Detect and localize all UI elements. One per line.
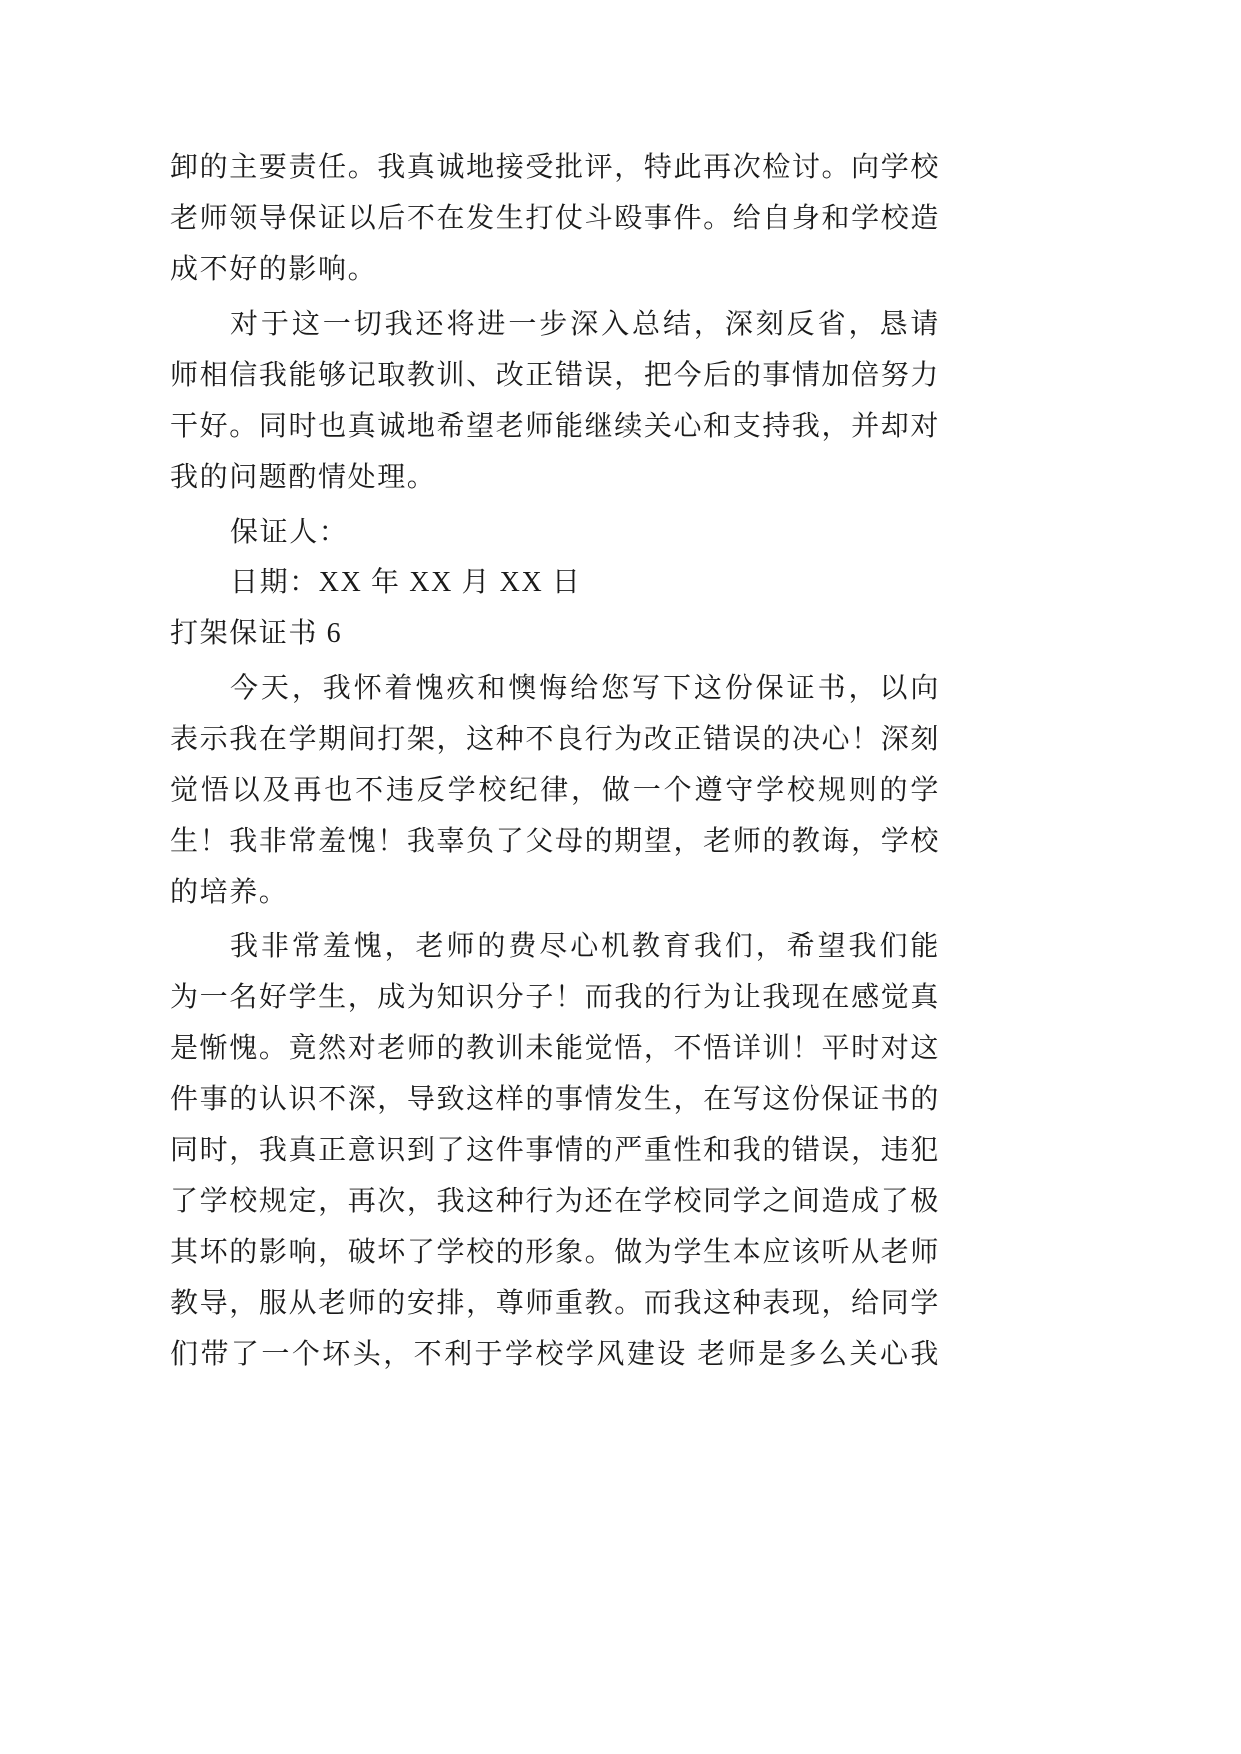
paragraph-line: 表示我在学期间打架，这种不良行为改正错误的决心！深刻: [170, 724, 940, 755]
paragraph-line: 干好。同时也真诚地希望老师能继续关心和支持我，并却对: [170, 411, 940, 442]
paragraph-line: 成不好的影响。: [170, 254, 378, 285]
paragraph-line: 卸的主要责任。我真诚地接受批评，特此再次检讨。向学校: [170, 152, 940, 183]
section-heading: 打架保证书 6: [170, 618, 343, 649]
paragraph-line: 是惭愧。竟然对老师的教训未能觉悟，不悟详训！平时对这: [170, 1033, 940, 1064]
paragraph-line: 我非常羞愧，老师的费尽心机教育我们，希望我们能: [230, 931, 940, 962]
paragraph-line: 同时，我真正意识到了这件事情的严重性和我的错误，违犯: [170, 1135, 940, 1166]
paragraph-line: 了学校规定，再次，我这种行为还在学校同学之间造成了极: [170, 1186, 940, 1217]
paragraph-line: 的培养。: [170, 877, 289, 908]
date-line: 日期：XX 年 XX 月 XX 日: [230, 567, 582, 598]
paragraph-line: 觉悟以及再也不违反学校纪律，做一个遵守学校规则的学: [170, 775, 940, 806]
paragraph-line: 件事的认识不深，导致这样的事情发生，在写这份保证书的: [170, 1084, 940, 1115]
paragraph-line: 对于这一切我还将进一步深入总结，深刻反省，恳请: [230, 309, 940, 340]
paragraph-line: 教导，服从老师的安排，尊师重教。而我这种表现，给同学: [170, 1288, 940, 1319]
paragraph-line: 生！我非常羞愧！我辜负了父母的期望，老师的教诲，学校: [170, 826, 940, 857]
paragraph-line: 师相信我能够记取教训、改正错误，把今后的事情加倍努力: [170, 360, 940, 391]
paragraph-line: 我的问题酌情处理。: [170, 462, 437, 493]
paragraph-line: 今天，我怀着愧疚和懊悔给您写下这份保证书，以向: [230, 673, 940, 704]
paragraph-line: 老师领导保证以后不在发生打仗斗殴事件。给自身和学校造: [170, 203, 940, 234]
paragraph-line: 们带了一个坏头，不利于学校学风建设 老师是多么关心我: [170, 1339, 940, 1370]
paragraph-line: 其坏的影响，破坏了学校的形象。做为学生本应该听从老师: [170, 1237, 940, 1268]
paragraph-line: 为一名好学生，成为知识分子！而我的行为让我现在感觉真: [170, 982, 940, 1013]
signature-label: 保证人：: [230, 517, 349, 548]
